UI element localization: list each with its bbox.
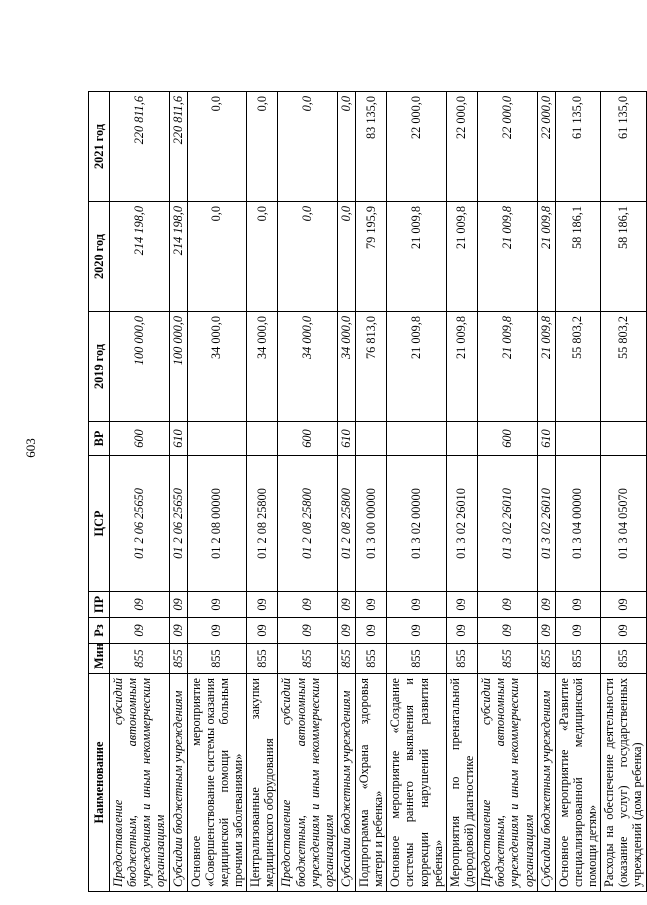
cell-pr: 09: [446, 592, 477, 618]
cell-rz: 09: [247, 618, 278, 644]
cell-min: 855: [247, 644, 278, 674]
cell-min: 855: [446, 644, 477, 674]
cell-2020: 214 198,0: [169, 202, 187, 312]
table-row: [337, 92, 355, 892]
cell-pr: 09: [555, 592, 600, 618]
cell-2021: 0,0: [278, 92, 338, 202]
cell-rz: 09: [537, 618, 555, 644]
cell-min: 855: [337, 644, 355, 674]
cell-vr: [387, 422, 447, 456]
cell-name: Основное мероприятие «Создание системы раннего выявления и коррекции нарушений развития ребенка»: [387, 674, 447, 892]
cell-name: Основное мероприятие «Совершенствование системы оказания медицинской помощи больным прочими заболеваниями»: [187, 674, 247, 892]
cell-vr: 610: [537, 422, 555, 456]
cell-2021: 22 000,0: [537, 92, 555, 202]
col-header-min: Мин: [89, 644, 110, 674]
cell-csr: 01 3 02 00000: [387, 456, 447, 592]
table-header-row: [89, 92, 110, 892]
cell-2021: 83 135,0: [355, 92, 386, 202]
col-header-csr: ЦСР: [89, 456, 110, 592]
cell-csr: 01 2 06 25650: [169, 456, 187, 592]
cell-2020: 21 009,8: [446, 202, 477, 312]
cell-2021: 220 811,6: [110, 92, 170, 202]
cell-2019: 34 000,0: [278, 312, 338, 422]
cell-2021: 220 811,6: [169, 92, 187, 202]
cell-2019: 34 000,0: [187, 312, 247, 422]
cell-2019: 21 009,8: [446, 312, 477, 422]
cell-vr: [555, 422, 600, 456]
cell-2021: 61 135,0: [555, 92, 600, 202]
cell-vr: 600: [278, 422, 338, 456]
cell-2019: 34 000,0: [337, 312, 355, 422]
cell-min: 855: [169, 644, 187, 674]
col-header-2021: 2021 год: [89, 92, 110, 202]
cell-csr: 01 2 08 25800: [278, 456, 338, 592]
cell-name: Предоставление субсидий бюджетным, автономным учреждениям и иным некоммерческим организациям: [478, 674, 538, 892]
cell-2020: 0,0: [187, 202, 247, 312]
cell-2021: 22 000,0: [478, 92, 538, 202]
cell-2019: 21 009,8: [387, 312, 447, 422]
cell-vr: 600: [478, 422, 538, 456]
table-row: [601, 92, 646, 892]
table-body: [110, 92, 647, 892]
table-row: [247, 92, 278, 892]
cell-vr: [446, 422, 477, 456]
cell-min: 855: [110, 644, 170, 674]
table-row: [187, 92, 247, 892]
cell-vr: 600: [110, 422, 170, 456]
cell-rz: 09: [187, 618, 247, 644]
table-row: [555, 92, 600, 892]
cell-2020: 21 009,8: [537, 202, 555, 312]
cell-rz: 09: [446, 618, 477, 644]
cell-2020: 0,0: [278, 202, 338, 312]
cell-2021: 22 000,0: [446, 92, 477, 202]
cell-name: Субсидии бюджетным учреждениям: [537, 674, 555, 892]
cell-name: Субсидии бюджетным учреждениям: [337, 674, 355, 892]
cell-pr: 09: [387, 592, 447, 618]
col-header-2019: 2019 год: [89, 312, 110, 422]
col-header-pr: ПР: [89, 592, 110, 618]
page-number: 603: [23, 438, 38, 458]
cell-min: 855: [187, 644, 247, 674]
col-header-rz: Рз: [89, 618, 110, 644]
cell-rz: 09: [601, 618, 646, 644]
cell-2021: 61 135,0: [601, 92, 646, 202]
rotated-content: [88, 92, 645, 892]
cell-pr: 09: [187, 592, 247, 618]
cell-pr: 09: [278, 592, 338, 618]
cell-vr: 610: [169, 422, 187, 456]
cell-2019: 21 009,8: [537, 312, 555, 422]
cell-rz: 09: [355, 618, 386, 644]
cell-csr: 01 3 02 26010: [478, 456, 538, 592]
cell-name: Централизованные закупки медицинского оборудования: [247, 674, 278, 892]
cell-2020: 0,0: [337, 202, 355, 312]
cell-2020: 214 198,0: [110, 202, 170, 312]
cell-rz: 09: [387, 618, 447, 644]
cell-2021: 0,0: [247, 92, 278, 202]
cell-vr: [247, 422, 278, 456]
cell-name: Субсидии бюджетным учреждениям: [169, 674, 187, 892]
cell-pr: 09: [337, 592, 355, 618]
cell-2019: 76 813,0: [355, 312, 386, 422]
cell-vr: [355, 422, 386, 456]
table-row: [446, 92, 477, 892]
table-row: [355, 92, 386, 892]
cell-min: 855: [387, 644, 447, 674]
cell-vr: [187, 422, 247, 456]
cell-2019: 55 803,2: [601, 312, 646, 422]
cell-pr: 09: [478, 592, 538, 618]
cell-rz: 09: [169, 618, 187, 644]
cell-name: Расходы на обеспечение деятельности (оказание услуг) государственных учреждений (дома ребенка): [601, 674, 646, 892]
cell-rz: 09: [337, 618, 355, 644]
col-header-name: Наименование: [89, 674, 110, 892]
cell-2020: 58 186,1: [601, 202, 646, 312]
table-row: [387, 92, 447, 892]
cell-min: 855: [601, 644, 646, 674]
cell-csr: 01 2 08 00000: [187, 456, 247, 592]
cell-2019: 100 000,0: [110, 312, 170, 422]
cell-csr: 01 3 00 00000: [355, 456, 386, 592]
cell-csr: 01 3 02 26010: [537, 456, 555, 592]
cell-2020: 21 009,8: [478, 202, 538, 312]
cell-2020: 21 009,8: [387, 202, 447, 312]
table-row: [478, 92, 538, 892]
cell-pr: 09: [110, 592, 170, 618]
cell-pr: 09: [601, 592, 646, 618]
cell-pr: 09: [355, 592, 386, 618]
cell-2019: 100 000,0: [169, 312, 187, 422]
cell-2021: 22 000,0: [387, 92, 447, 202]
cell-name: Подпрограмма «Охрана здоровья матери и ребенка»: [355, 674, 386, 892]
cell-min: 855: [555, 644, 600, 674]
cell-csr: 01 3 02 26010: [446, 456, 477, 592]
cell-2021: 0,0: [187, 92, 247, 202]
cell-name: Основное мероприятие «Развитие специализированной медицинской помощи детям»: [555, 674, 600, 892]
cell-2020: 79 195,9: [355, 202, 386, 312]
cell-2020: 0,0: [247, 202, 278, 312]
cell-rz: 09: [278, 618, 338, 644]
cell-2021: 0,0: [337, 92, 355, 202]
table-row: [537, 92, 555, 892]
cell-csr: 01 2 06 25650: [110, 456, 170, 592]
cell-min: 855: [278, 644, 338, 674]
cell-rz: 09: [110, 618, 170, 644]
cell-rz: 09: [555, 618, 600, 644]
cell-pr: 09: [247, 592, 278, 618]
cell-vr: 610: [337, 422, 355, 456]
cell-min: 855: [355, 644, 386, 674]
cell-name: Предоставление субсидий бюджетным, автономным учреждениям и иным некоммерческим организациям: [110, 674, 170, 892]
cell-min: 855: [478, 644, 538, 674]
cell-2019: 55 803,2: [555, 312, 600, 422]
cell-rz: 09: [478, 618, 538, 644]
table-row: [110, 92, 170, 892]
table-row: [169, 92, 187, 892]
budget-table: [88, 91, 647, 892]
cell-csr: 01 2 08 25800: [337, 456, 355, 592]
table-row: [278, 92, 338, 892]
cell-csr: 01 2 08 25800: [247, 456, 278, 592]
cell-min: 855: [537, 644, 555, 674]
cell-csr: 01 3 04 00000: [555, 456, 600, 592]
cell-name: Предоставление субсидий бюджетным, автономным учреждениям и иным некоммерческим организациям: [278, 674, 338, 892]
cell-name: Мероприятия по пренатальной (дородовой) диагностике: [446, 674, 477, 892]
col-header-vr: ВР: [89, 422, 110, 456]
cell-2020: 58 186,1: [555, 202, 600, 312]
cell-pr: 09: [169, 592, 187, 618]
cell-vr: [601, 422, 646, 456]
cell-2019: 34 000,0: [247, 312, 278, 422]
cell-pr: 09: [537, 592, 555, 618]
cell-2019: 21 009,8: [478, 312, 538, 422]
rotated-page: [88, 92, 645, 892]
col-header-2020: 2020 год: [89, 202, 110, 312]
cell-csr: 01 3 04 05070: [601, 456, 646, 592]
